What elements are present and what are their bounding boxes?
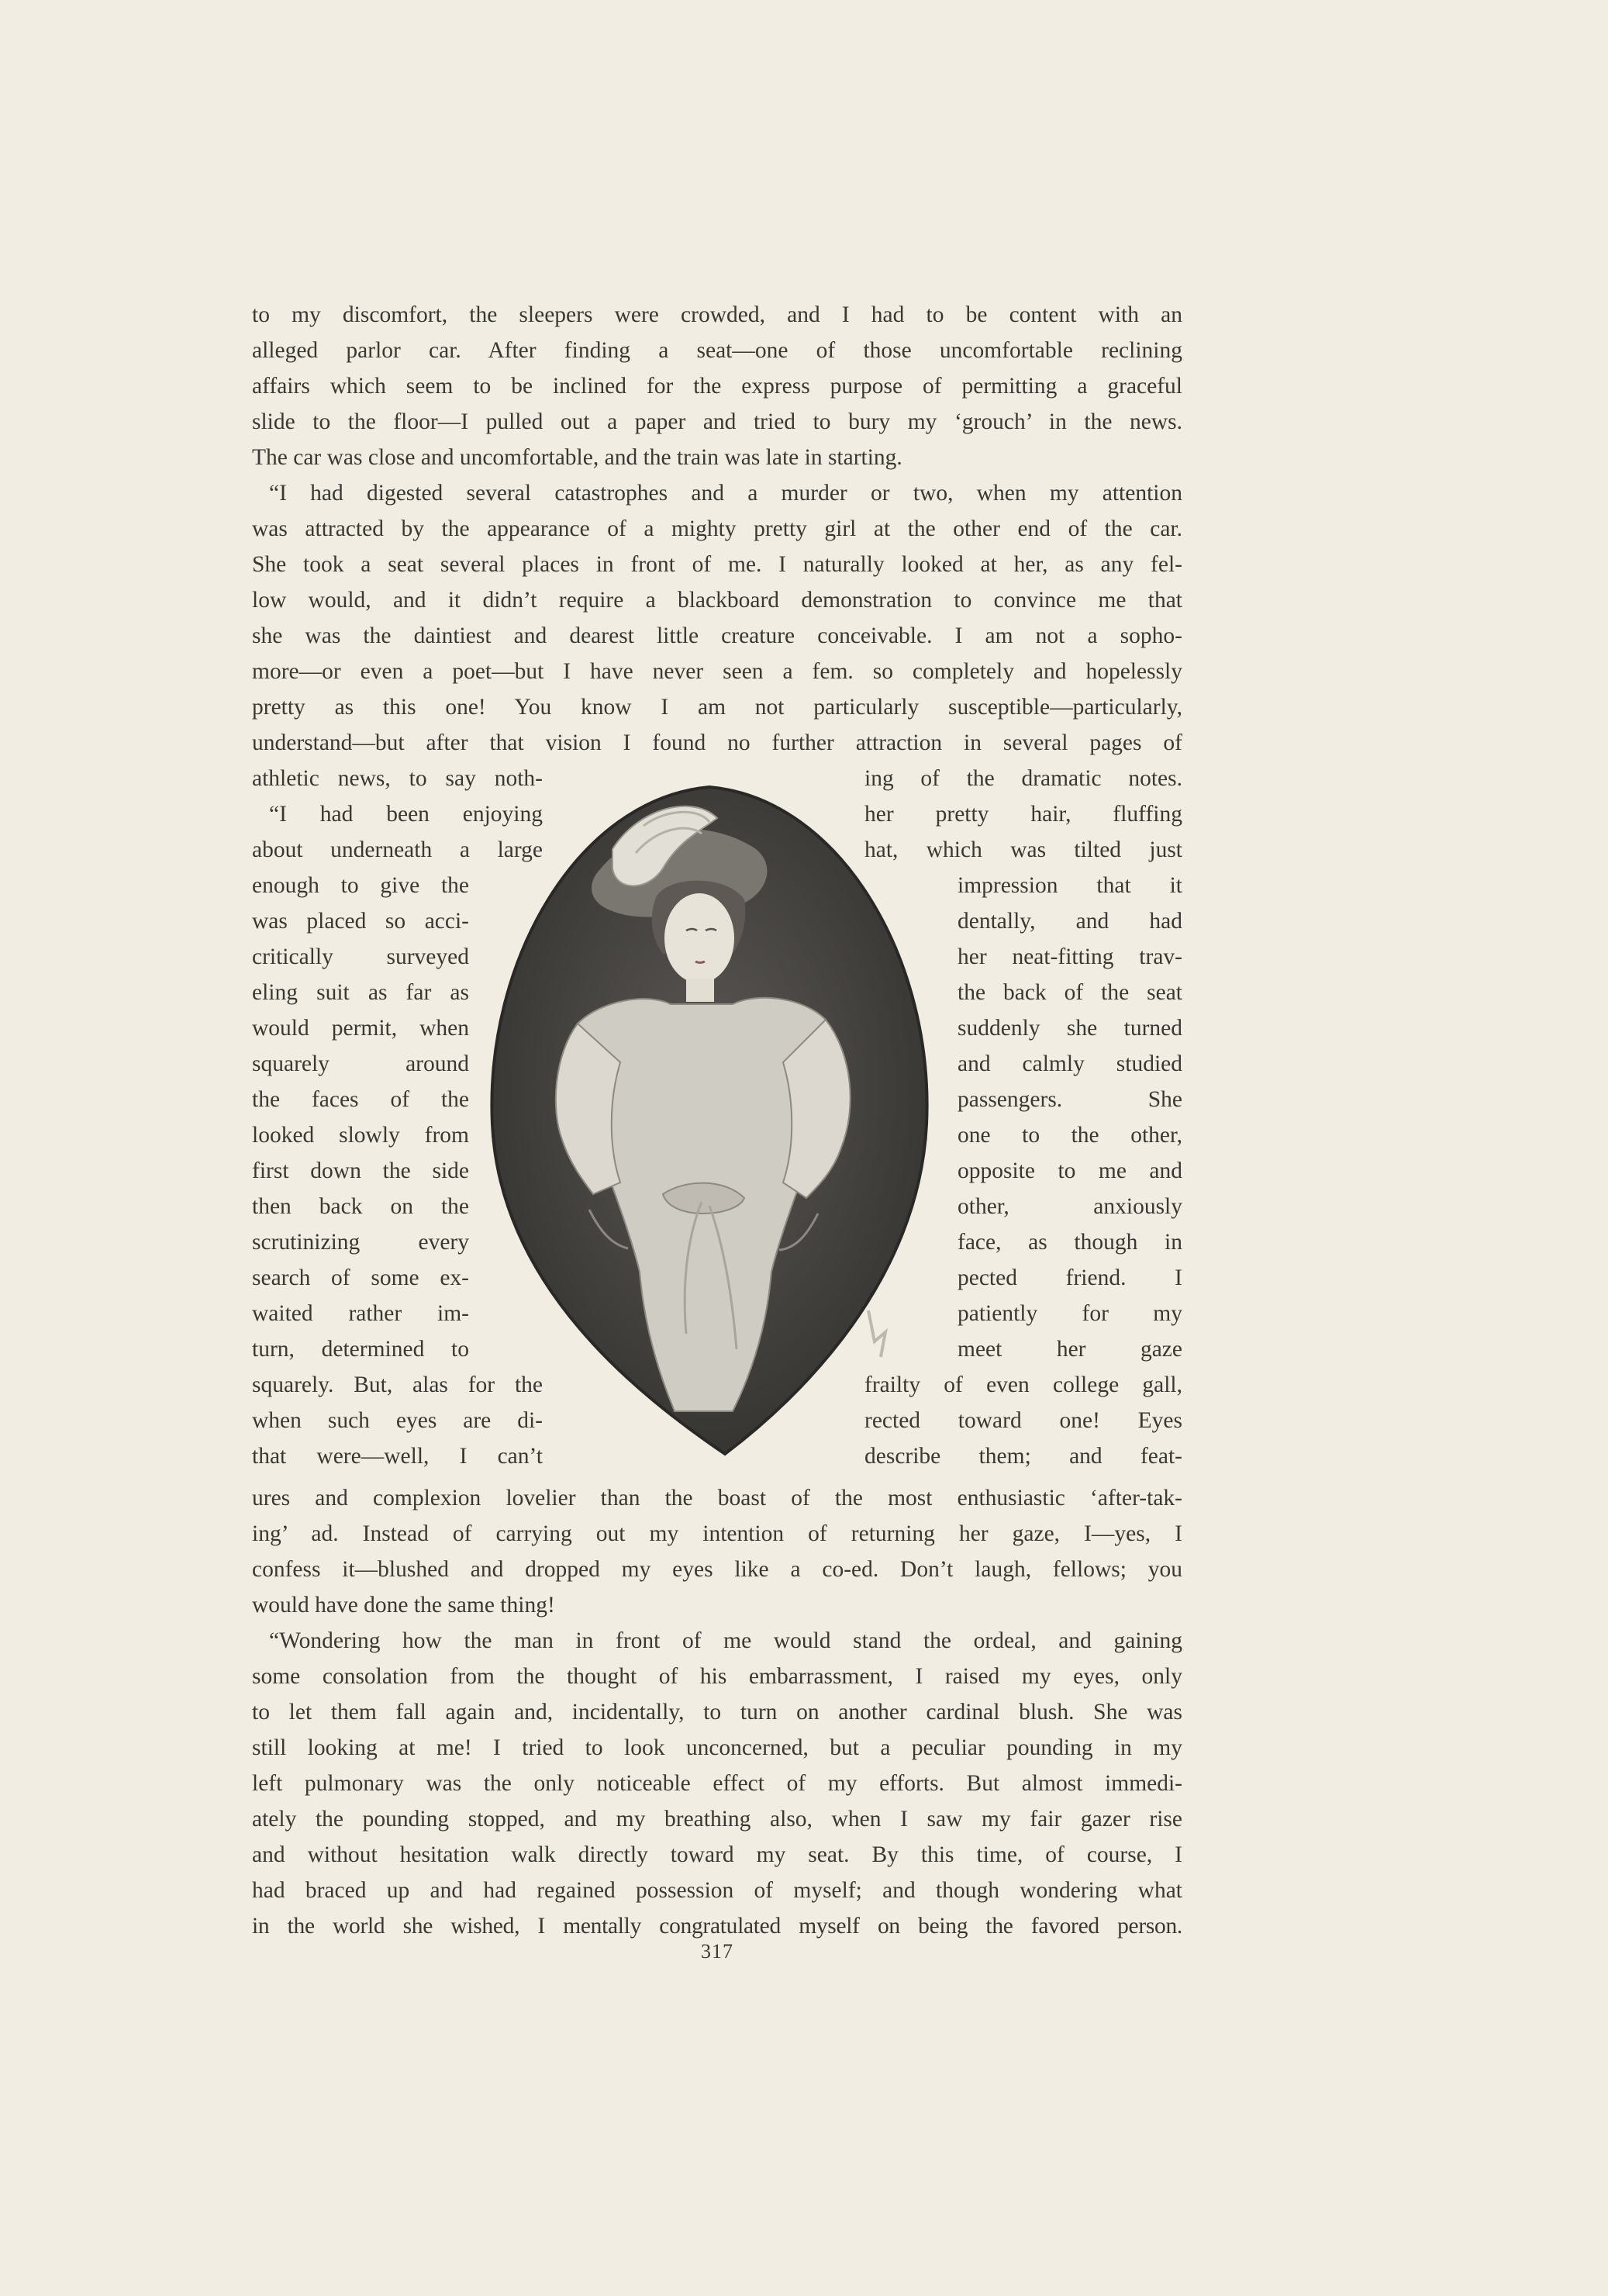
text-line-right: describe them; and feat- xyxy=(864,1444,1182,1469)
text-line: The car was close and uncomfortable, and the train was late in starting. xyxy=(252,445,902,470)
text-line: left pulmonary was the only noticeable effect of my efforts. But almost immedi- xyxy=(252,1771,1182,1796)
text-line-left: the faces of the xyxy=(252,1087,469,1112)
text-line: affairs which seem to be inclined for the express purpose of permitting a graceful xyxy=(252,374,1182,399)
text-line-right: one to the other, xyxy=(958,1123,1182,1148)
text-line-left: would permit, when xyxy=(252,1016,469,1041)
text-line: would have done the same thing! xyxy=(252,1593,555,1618)
text-line: ures and complexion lovelier than the boast of the most enthusiastic ‘after-tak- xyxy=(252,1486,1182,1511)
text-line: confess it—blushed and dropped my eyes like a co-ed. Don’t laugh, fellows; you xyxy=(252,1557,1182,1582)
text-line-right: her pretty hair, fluffing xyxy=(864,802,1182,827)
text-line-right: opposite to me and xyxy=(958,1158,1182,1183)
text-line-left: about underneath a large xyxy=(252,837,543,862)
portrait-illustration xyxy=(477,775,942,1466)
text-line-left: looked slowly from xyxy=(252,1123,469,1148)
text-line-right: passengers. She xyxy=(958,1087,1182,1112)
text-line-left: squarely. But, alas for the xyxy=(252,1372,543,1397)
text-line: was attracted by the appearance of a mighty pretty girl at the other end of the car. xyxy=(252,516,1182,541)
text-line-left: eling suit as far as xyxy=(252,980,469,1005)
text-line: some consolation from the thought of his embarrassment, I raised my eyes, only xyxy=(252,1664,1182,1689)
text-line-right: her neat-fitting trav- xyxy=(958,944,1182,969)
text-line: low would, and it didn’t require a blackboard demonstration to convince me that xyxy=(252,588,1182,613)
text-line: and without hesitation walk directly toward my seat. By this time, of course, I xyxy=(252,1842,1182,1867)
text-line: pretty as this one! You know I am not particularly susceptible—particularly, xyxy=(252,695,1182,720)
text-line-left: scrutinizing every xyxy=(252,1230,469,1255)
text-line-right: hat, which was tilted just xyxy=(864,837,1182,862)
text-line-left: that were—well, I can’t xyxy=(252,1444,543,1469)
text-line-right: ing of the dramatic notes. xyxy=(864,766,1182,791)
text-line: she was the daintiest and dearest little creature conceivable. I am not a sopho- xyxy=(252,623,1182,648)
text-line-right: face, as though in xyxy=(958,1230,1182,1255)
text-line-right: frailty of even college gall, xyxy=(864,1372,1182,1397)
text-line-left: when such eyes are di- xyxy=(252,1408,543,1433)
text-line-left: athletic news, to say noth- xyxy=(252,766,543,791)
text-line-right: and calmly studied xyxy=(958,1051,1182,1076)
text-line: alleged parlor car. After finding a seat—one of those uncomfortable reclining xyxy=(252,338,1182,363)
text-line: “I had digested several catastrophes and a murder or two, when my attention xyxy=(269,481,1182,506)
text-line: understand—but after that vision I found no further attraction in several pages of xyxy=(252,730,1182,755)
text-line: ing’ ad. Instead of carrying out my intention of returning her gaze, I—yes, I xyxy=(252,1521,1182,1546)
text-line-left: turn, determined to xyxy=(252,1337,469,1362)
text-line-right: meet her gaze xyxy=(958,1337,1182,1362)
text-line: to my discomfort, the sleepers were crowded, and I had to be content with an xyxy=(252,302,1182,327)
text-line: “Wondering how the man in front of me would stand the ordeal, and gaining xyxy=(269,1628,1182,1653)
page-number: 317 xyxy=(701,1940,733,1963)
text-line-left: then back on the xyxy=(252,1194,469,1219)
text-line-left: critically surveyed xyxy=(252,944,469,969)
text-line-left: enough to give the xyxy=(252,873,469,898)
text-line: ately the pounding stopped, and my breathing also, when I saw my fair gazer rise xyxy=(252,1807,1182,1832)
text-line: She took a seat several places in front of me. I naturally looked at her, as any fel- xyxy=(252,552,1182,577)
text-line-left: squarely around xyxy=(252,1051,469,1076)
text-line-left: was placed so acci- xyxy=(252,909,469,934)
text-line-right: other, anxiously xyxy=(958,1194,1182,1219)
text-line: in the world she wished, I mentally congratulated myself on being the favored person. xyxy=(252,1914,1182,1939)
text-line-right: pected friend. I xyxy=(958,1265,1182,1290)
text-line: still looking at me! I tried to look unconcerned, but a peculiar pounding in my xyxy=(252,1735,1182,1760)
text-line-left: “I had been enjoying xyxy=(269,802,543,827)
text-line-right: impression that it xyxy=(958,873,1182,898)
text-line: had braced up and had regained possession of myself; and though wondering what xyxy=(252,1878,1182,1903)
text-line: more—or even a poet—but I have never seen a fem. so completely and hopelessly xyxy=(252,659,1182,684)
text-line: to let them fall again and, incidentally, to turn on another cardinal blush. She was xyxy=(252,1700,1182,1725)
text-line-right: suddenly she turned xyxy=(958,1016,1182,1041)
text-line: slide to the floor—I pulled out a paper and tried to bury my ‘grouch’ in the news. xyxy=(252,409,1182,434)
text-line-left: waited rather im- xyxy=(252,1301,469,1326)
text-line-right: patiently for my xyxy=(958,1301,1182,1326)
text-line-right: dentally, and had xyxy=(958,909,1182,934)
text-line-right: rected toward one! Eyes xyxy=(864,1408,1182,1433)
text-line-right: the back of the seat xyxy=(958,980,1182,1005)
text-line-left: first down the side xyxy=(252,1158,469,1183)
text-line-left: search of some ex- xyxy=(252,1265,469,1290)
